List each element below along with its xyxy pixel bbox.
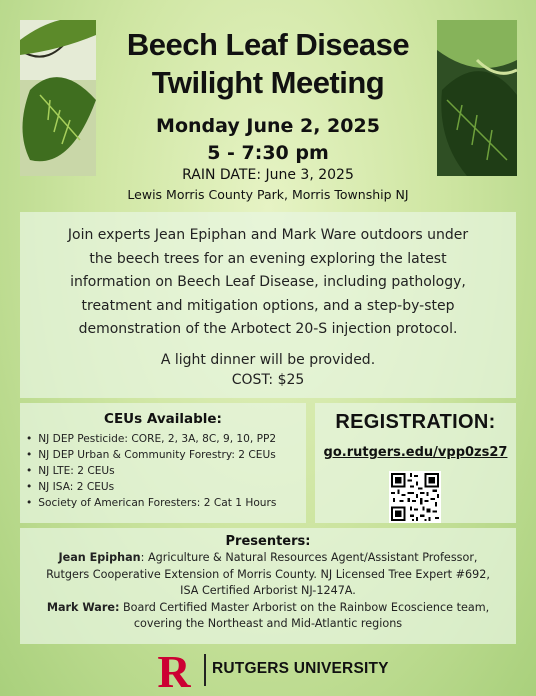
ceu-item: • NJ DEP Pesticide: CORE, 2, 3A, 8C, 9, 10, PP2: [26, 431, 304, 447]
description-line: the beech trees for an evening exploring the latest: [89, 250, 447, 267]
title-line-2: Twilight Meeting: [151, 65, 385, 100]
presenter-1-bio-line: Rutgers Cooperative Extension of Morris County. NJ Licensed Tree Expert #692,: [46, 567, 490, 581]
presenter-1: [30, 550, 506, 567]
presenter-2: [30, 600, 506, 617]
footer-divider: [204, 654, 206, 686]
title-line-1: Beech Leaf Disease: [126, 27, 410, 62]
registration-panel: [315, 403, 516, 523]
presenter-1-bio: : Agriculture & Natural Resources Agent/Assistant Professor,: [140, 551, 478, 564]
ceus-list: [26, 431, 304, 511]
presenters-heading: Presenters:: [225, 534, 311, 549]
ceu-item: • NJ LTE: 2 CEUs: [26, 463, 304, 479]
beech-leaf-icon: [437, 20, 517, 176]
description-line: Join experts Jean Epiphan and Mark Ware outdoors under: [67, 227, 469, 243]
presenter-2-bio: Board Certified Master Arborist on the Rainbow Ecoscience team,: [119, 600, 490, 614]
ceu-item: • Society of American Foresters: 2 Cat 1 Hours: [26, 495, 304, 511]
event-location: Lewis Morris County Park, Morris Township NJ: [127, 187, 409, 202]
logo-letter: R: [157, 650, 191, 690]
cost: COST: $25: [231, 372, 305, 388]
description-line: treatment and mitigation options, and a step-by-step: [81, 297, 455, 314]
registration-heading: REGISTRATION:: [335, 411, 496, 433]
event-title: [100, 26, 436, 102]
ceu-item: • NJ DEP Urban & Community Forestry: 2 CEUs: [26, 447, 304, 463]
beech-leaf-photo-right: [437, 20, 517, 176]
presenter-2-name: Mark Ware:: [46, 600, 120, 614]
presenter-1-bio-line: ISA Certified Arborist NJ-1247A.: [180, 584, 356, 598]
rain-date: RAIN DATE: June 3, 2025: [182, 167, 354, 183]
registration-link[interactable]: go.rutgers.edu/vpp0zs27: [323, 445, 508, 460]
beech-leaf-icon: [20, 20, 96, 176]
description-line: demonstration of the Arbotect 20-S injection protocol.: [78, 321, 458, 337]
presenter-1-name: Jean Epiphan: [58, 551, 141, 564]
presenters-panel: [20, 528, 516, 644]
qr-code-icon[interactable]: [389, 471, 441, 523]
description-line: information on Beech Leaf Disease, including pathology,: [70, 274, 466, 290]
description-panel: [20, 212, 516, 398]
footer: [150, 648, 390, 692]
event-date: Monday June 2, 2025: [156, 115, 380, 137]
presenter-2-bio-line: covering the Northeast and Mid-Atlantic regions: [133, 617, 403, 631]
university-name: RUTGERS UNIVERSITY: [212, 660, 389, 677]
description-text: [34, 224, 502, 342]
event-time: 5 - 7:30 pm: [207, 142, 329, 164]
presenters-text: [30, 550, 506, 633]
ceus-panel: [20, 403, 306, 523]
ceus-heading: CEUs Available:: [104, 411, 222, 427]
dinner-note: A light dinner will be provided.: [160, 352, 376, 368]
rutgers-r-logo-icon: [150, 650, 198, 690]
ceu-item: • NJ ISA: 2 CEUs: [26, 479, 304, 495]
beech-leaf-photo-left: [20, 20, 96, 176]
